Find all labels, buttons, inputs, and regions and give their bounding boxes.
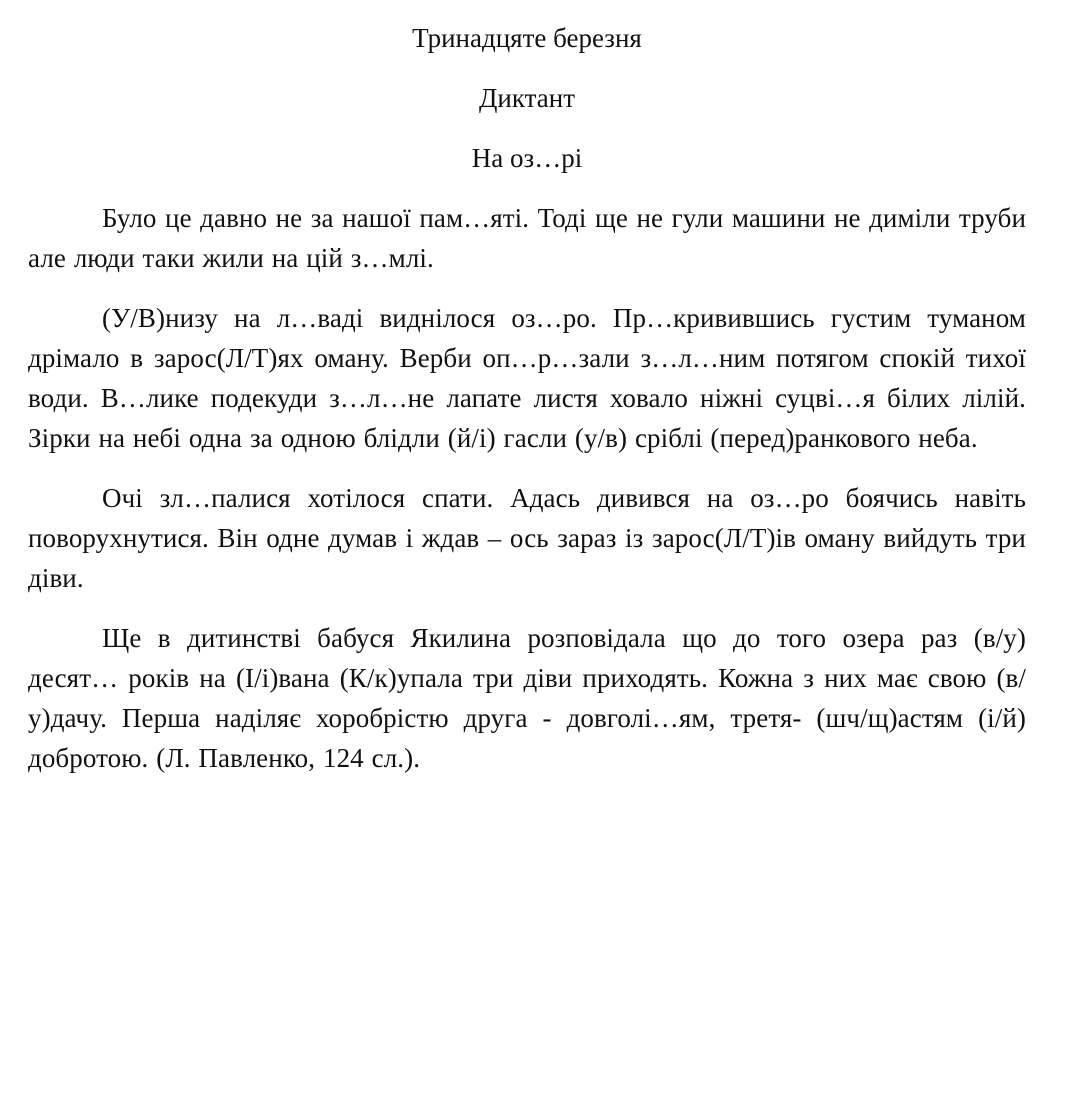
- document-date: Тринадцяте березня: [412, 23, 642, 53]
- paragraph-3: Очі зл…палися хотілося спати. Адась дивився на оз…ро боячись навіть поворухнутися. Він одне думав і ждав – ось зараз із зарос(Л/Т)ів оману вийдуть три діви.: [28, 483, 1026, 593]
- document-kind: Диктант: [479, 83, 575, 113]
- paragraph-2: (У/В)низу на л…ваді виднілося оз…ро. Пр…кривившись густим туманом дрімало в зарос(Л/Т)ях оману. Верби оп…р…зали з…л…ним потягом спокій тихої води. В…лике подекуди з…л…не лапате листя ховало ніжні суцві…я білих лілій. Зірки на небі одна за одною блідли (й/і) гасли (у/в) сріблі (перед)ранкового неба.: [28, 303, 1026, 453]
- document-title: На оз…рі: [471, 143, 583, 173]
- document-page: [28, 18, 1026, 798]
- paragraph-4: Ще в дитинстві бабуся Якилина розповідала що до того озера раз (в/у) десят… років на (І/і)вана (К/к)упала три діви приходять. Кожна з них має свою (в/у)дачу. Перша наділяє хоробрістю друга - довголі…ям, третя- (шч/щ)астям (і/й) добротою. (Л. Павленко, 124 сл.).: [28, 623, 1026, 773]
- paragraph-1: Було це давно не за нашої пам…яті. Тоді ще не гули машини не диміли труби але люди таки жили на цій з…млі.: [28, 203, 1026, 273]
